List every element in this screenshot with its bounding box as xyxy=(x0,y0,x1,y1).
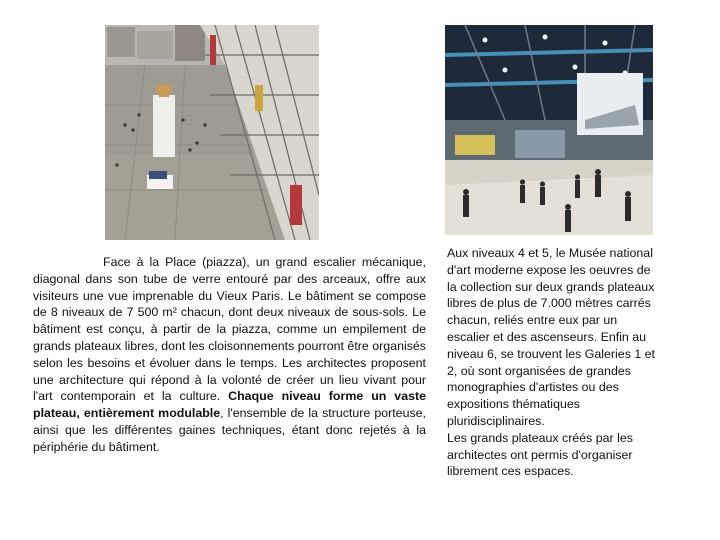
hall-photo xyxy=(445,25,653,235)
caption-left xyxy=(33,254,426,456)
caption-left-emphasis: Chaque niveau forme un vaste plateau, entièrement modulable xyxy=(33,389,427,421)
caption-right xyxy=(447,245,661,480)
caption-right-paragraph-1: Aux niveaux 4 et 5, le Musée national d'art moderne expose les oeuvres de la collection sur deux grands plateaux libres de plus de 7.000 mètres carrés chacun, reliés entre eux par un escalier et des ascenseurs. Enfin au niveau 6, se trouvent les Galeries 1 et 2, où sont organisées de grandes monographies d'artistes ou des expositions thématiques pluridisciplinaires. xyxy=(447,246,656,428)
caption-right-paragraph-2: Les grands plateaux créés par les architectes ont permis d'organiser librement ces espaces. xyxy=(447,430,633,479)
caption-left-intro: Face à la Place (piazza), un grand escalier mécanique, diagonal dans son tube de verre entouré par des arceaux, offre aux visiteurs une vue imprenable du Vieux Paris. Le bâtiment se compose de 8 niveaux de 7 500 m² chacun, dont deux niveaux de sous-sols. Le bâtiment est conçu, à partir de la piazza, comme un empilement de grands plateaux libres, dont les cloisonnements pourront être organisés selon les besoins et évoluer dans le temps. Les architectes proposent une architecture qui répond à la volonté de créer un lieu vivant pour l'art contemporain et la culture. xyxy=(33,255,426,404)
piazza-photo xyxy=(105,25,319,240)
caption-left-outro: , l'ensemble de la structure porteuse, ainsi que les différentes gaines techniques, étant donc rejetés à la périphérie du bâtiment. xyxy=(33,406,426,454)
